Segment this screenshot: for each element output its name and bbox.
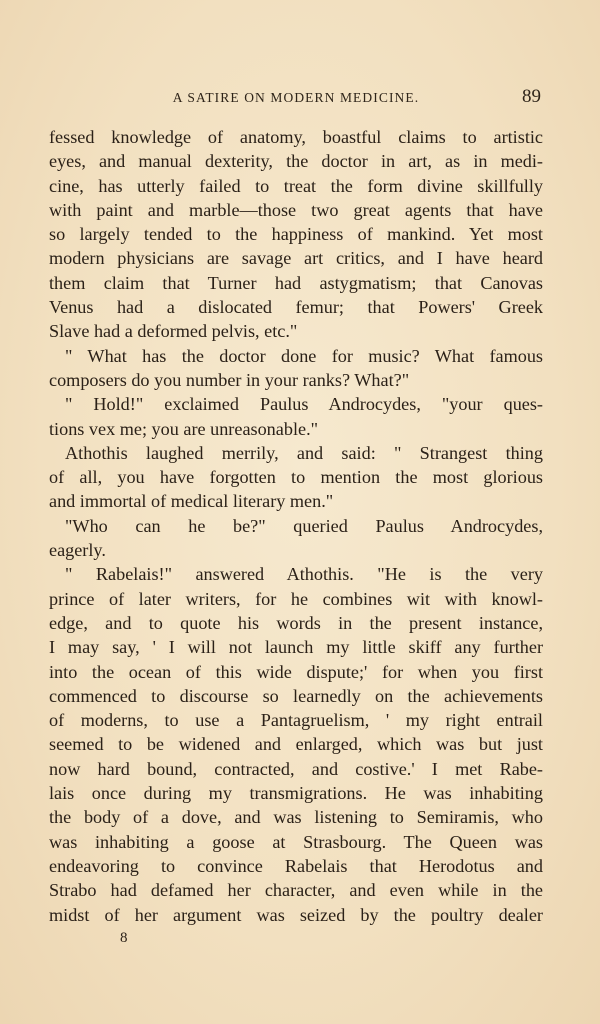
text-line: seemed to be widened and enlarged, which was but just <box>49 734 543 755</box>
text-line: I may say, ' I will not launch my little skiff any further <box>49 637 543 658</box>
text-line: eyes, and manual dexterity, the doctor in art, as in medi- <box>49 151 543 172</box>
text-line: "Who can he be?" queried Paulus Androcydes, <box>65 515 543 536</box>
text-line: Athothis laughed merrily, and said: " Strangest thing <box>65 442 543 463</box>
text-line: of moderns, to use a Pantagruelism, ' my right entrail <box>49 710 543 731</box>
text-line: cine, has utterly failed to treat the form divine skillfully <box>49 175 543 196</box>
running-head <box>49 88 543 110</box>
running-title: A SATIRE ON MODERN MEDICINE. <box>172 90 420 105</box>
text-line: tions vex me; you are unreasonable." <box>49 418 319 439</box>
text-line: Slave had a deformed pelvis, etc." <box>49 321 298 342</box>
text-line: " What has the doctor done for music? What famous <box>65 345 543 366</box>
text-line: fessed knowledge of anatomy, boastful claims to artistic <box>49 127 543 147</box>
text-line: was inhabiting a goose at Strasbourg. The Queen was <box>49 831 543 852</box>
page-number: 89 <box>522 86 541 107</box>
text-line: with paint and marble—those two great agents that have <box>49 199 543 220</box>
text-line: lais once during my transmigrations. He was inhabiting <box>49 783 543 804</box>
text-line: commenced to discourse so learnedly on the achievements <box>49 685 543 706</box>
body-text <box>49 125 543 927</box>
text-line: eagerly. <box>49 540 106 561</box>
text-line: modern physicians are savage art critics, and I have heard <box>49 248 543 269</box>
text-line: Venus had a dislocated femur; that Powers' Greek <box>49 297 543 318</box>
text-line: edge, and to quote his words in the present instance, <box>49 612 543 633</box>
text-line: and immortal of medical literary men." <box>49 491 334 512</box>
text-line: " Hold!" exclaimed Paulus Androcydes, "your ques- <box>65 394 543 415</box>
text-line: endeavoring to convince Rabelais that Herodotus and <box>49 855 543 876</box>
text-line: the body of a dove, and was listening to Semiramis, who <box>49 807 543 828</box>
text-line: prince of later writers, for he combines wit with knowl- <box>49 588 543 609</box>
signature-mark: 8 <box>120 930 128 946</box>
text-line: so largely tended to the happiness of mankind. Yet most <box>49 224 543 245</box>
text-line: now hard bound, contracted, and costive.' I met Rabe- <box>49 758 543 779</box>
text-line: of all, you have forgotten to mention the most glorious <box>49 467 543 488</box>
text-line: Strabo had defamed her character, and even while in the <box>49 880 543 901</box>
text-line: midst of her argument was seized by the poultry dealer <box>49 904 543 925</box>
text-line: composers do you number in your ranks? What?" <box>49 369 410 390</box>
text-line: " Rabelais!" answered Athothis. "He is the very <box>65 564 543 585</box>
text-line: into the ocean of this wide dispute;' for when you first <box>49 661 543 682</box>
text-line: them claim that Turner had astygmatism; that Canovas <box>49 272 543 293</box>
